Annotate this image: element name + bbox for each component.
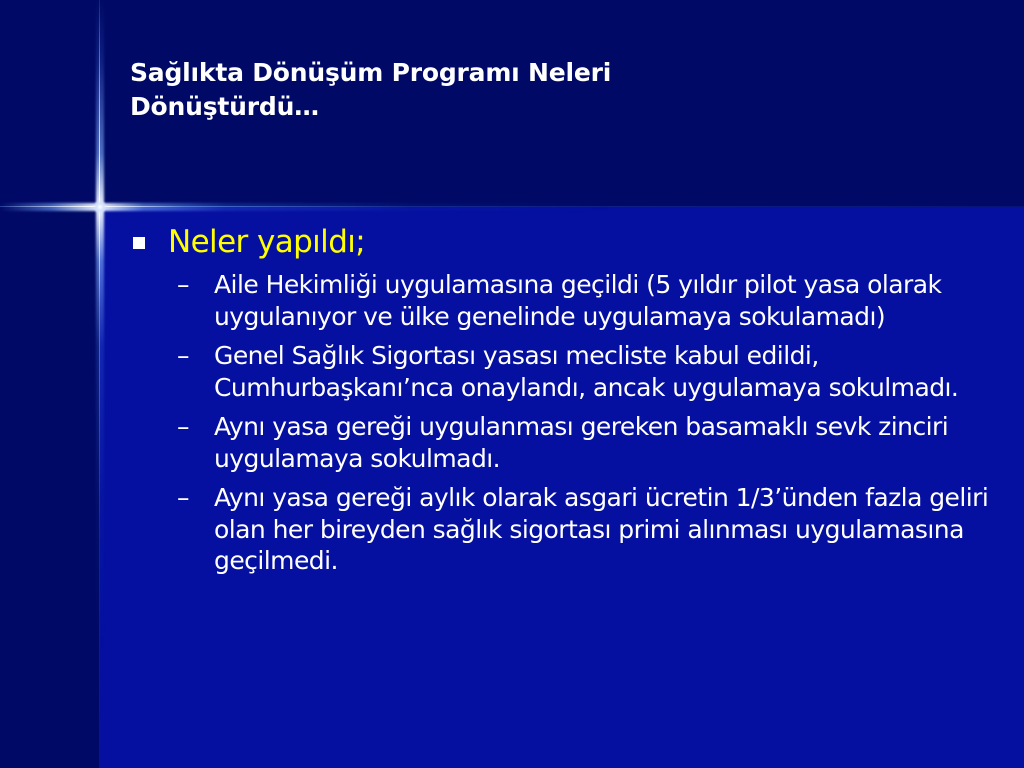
- sub-bullet-item: [177, 482, 990, 577]
- sub-bullet-text: Genel Sağlık Sigortası yasası mecliste kabul edildi, Cumhurbaşkanı’nca onaylandı, ancak uygulamaya sokulmadı.: [214, 341, 959, 402]
- sub-bullet-text: Aile Hekimliği uygulamasına geçildi (5 yıldır pilot yasa olarak uygulanıyor ve ülke genelinde uygulamaya sokulamadı): [214, 270, 942, 331]
- slide-title: [130, 56, 990, 124]
- sub-bullet-text: Aynı yasa gereği uygulanması gereken basamaklı sevk zinciri uygulamaya sokulmadı.: [214, 412, 949, 473]
- slide-title-line-1: Sağlıkta Dönüşüm Programı Neleri: [130, 58, 612, 87]
- sub-bullet-item: [177, 269, 990, 332]
- slide-body: [130, 222, 990, 585]
- left-band: [0, 207, 100, 768]
- dash-bullet-icon: –: [177, 341, 189, 370]
- sub-bullet-text: Aynı yasa gereği aylık olarak asgari ücretin 1/3’ünden fazla geliri olan her bireyden sağlık sigortası primi alınması uygulamasına geçilmedi.: [214, 483, 989, 575]
- vertical-divider-line: [99, 0, 100, 768]
- main-bullet-text: Neler yapıldı;: [168, 224, 366, 260]
- sub-bullet-item: [177, 340, 990, 403]
- star-flare-icon: [93, 200, 107, 214]
- horizontal-divider-line: [0, 206, 1024, 207]
- sub-bullet-list: [177, 269, 990, 577]
- sub-bullet-item: [177, 411, 990, 474]
- square-bullet-icon: [133, 237, 145, 249]
- main-bullet: [130, 222, 990, 262]
- dash-bullet-icon: –: [177, 270, 189, 299]
- dash-bullet-icon: –: [177, 483, 189, 512]
- horizontal-glow-line: [0, 203, 1024, 211]
- dash-bullet-icon: –: [177, 412, 189, 441]
- vertical-glow-line: [96, 0, 104, 768]
- slide-title-line-2: Dönüştürdü…: [130, 92, 319, 121]
